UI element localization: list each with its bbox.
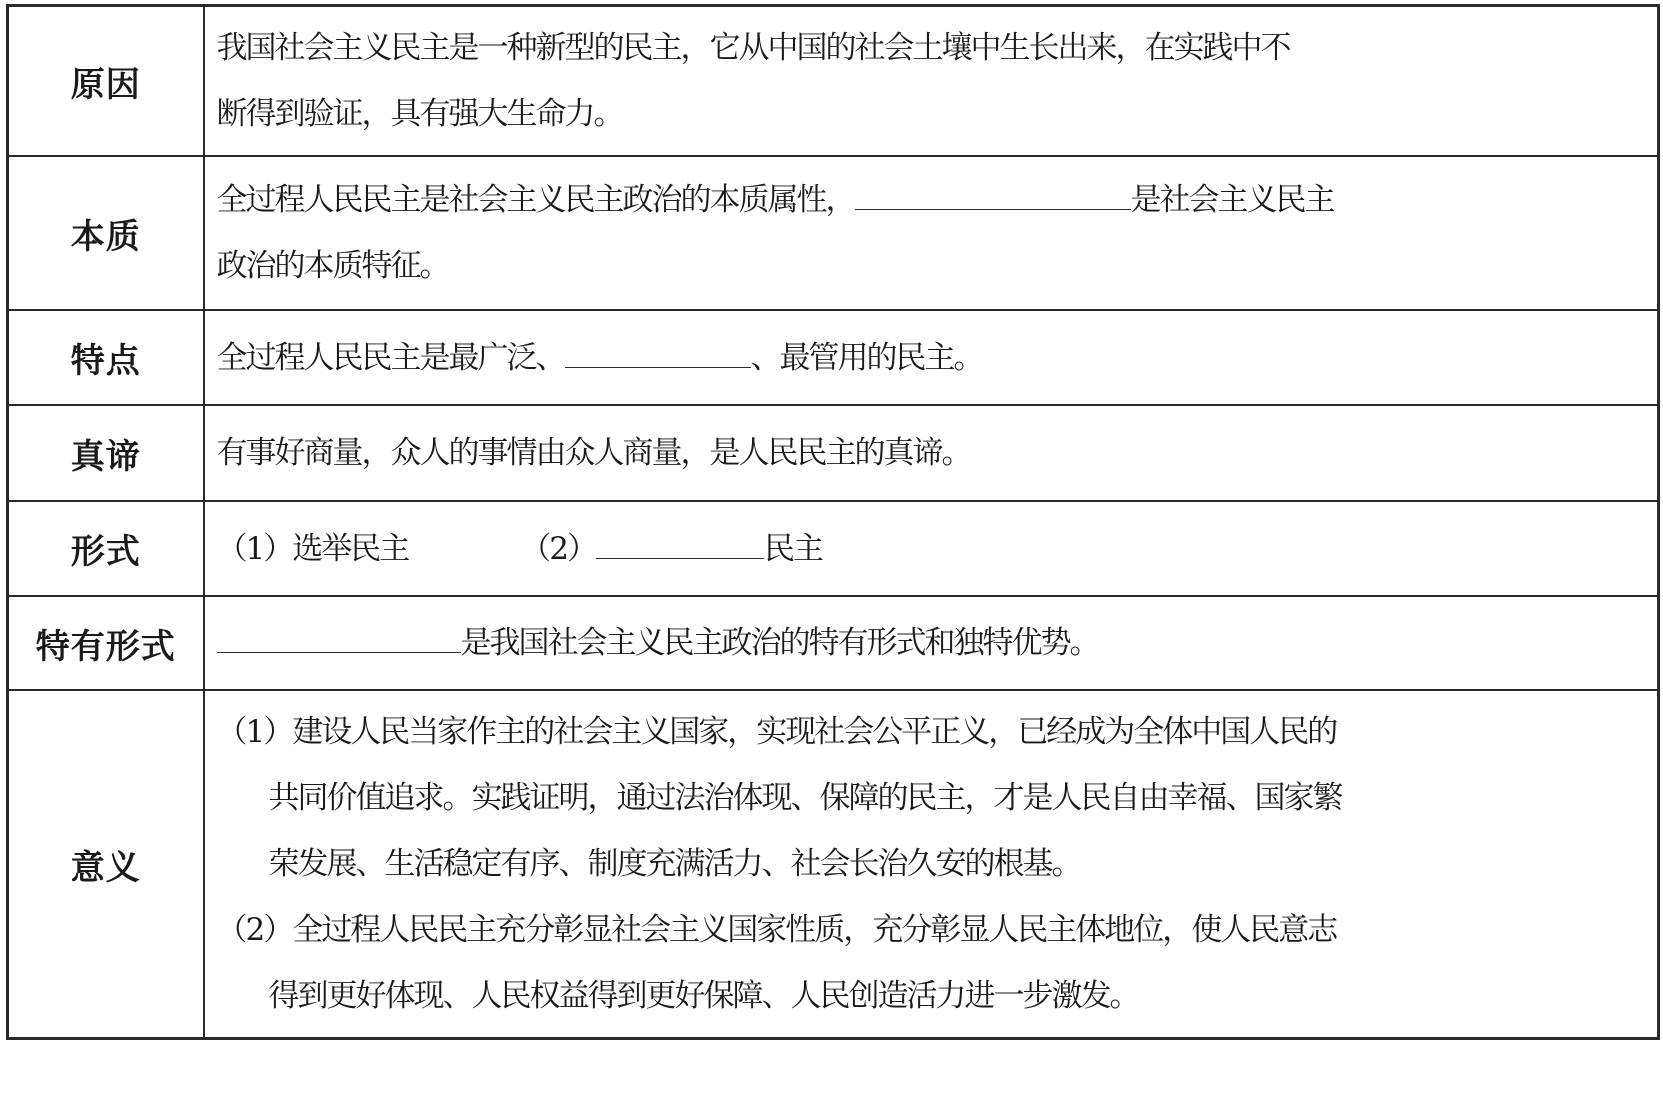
feature-text-after-blank: 、最管用的民主。 — [750, 339, 983, 376]
row-label-reason: 原因 — [8, 6, 204, 157]
row-content-special-form — [204, 596, 1659, 690]
essence-text-before-blank: 全过程人民民主是社会主义民主政治的本质属性， — [216, 182, 855, 218]
special-form-line — [217, 610, 1648, 676]
row-label-truth: 真谛 — [8, 405, 204, 501]
significance-line-1: （1）建设人民当家作主的社会主义国家，实现社会公平正义，已经成为全体中国人民的 — [216, 714, 1337, 750]
row-content-essence — [204, 156, 1659, 310]
row-content-form — [204, 501, 1659, 596]
essence-line-1 — [217, 167, 1648, 233]
form-fill-in-blank — [596, 557, 764, 559]
feature-fill-in-blank — [565, 366, 751, 368]
feature-text-before-blank: 全过程人民民主是最广泛、 — [216, 339, 565, 376]
truth-line: 有事好商量，众人的事情由众人商量，是人民民主的真谛。 — [216, 435, 971, 471]
significance-line-3: 荣发展、生活稳定有序、制度充满活力、社会长治久安的根基。 — [268, 846, 1081, 882]
reason-line-2: 断得到验证，具有强大生命力。 — [216, 96, 623, 132]
row-content-feature — [204, 310, 1659, 405]
essence-text-after-blank: 是社会主义民主 — [1130, 182, 1334, 218]
table-row-form — [8, 501, 1659, 596]
form-item-1: （1）选举民主 — [216, 530, 409, 567]
table-row-essence — [8, 156, 1659, 310]
form-line — [217, 516, 1648, 582]
form-item-2-prefix: （2） — [520, 530, 596, 567]
table-row-special-form — [8, 596, 1659, 690]
row-label-significance: 意义 — [8, 690, 204, 1039]
democracy-summary-table — [6, 4, 1660, 1040]
essence-line-2: 政治的本质特征。 — [216, 248, 449, 284]
significance-line-4: （2）全过程人民民主充分彰显社会主义国家性质，充分彰显人民主体地位，使人民意志 — [216, 912, 1337, 948]
table-row-truth — [8, 405, 1659, 501]
significance-line-2: 共同价值追求。实践证明，通过法治体现、保障的民主，才是人民自由幸福、国家繁 — [268, 780, 1342, 816]
row-label-feature: 特点 — [8, 310, 204, 405]
row-label-essence: 本质 — [8, 156, 204, 310]
special-form-text-after-blank: 是我国社会主义民主政治的特有形式和独特优势。 — [460, 625, 1099, 661]
row-content-truth — [204, 405, 1659, 501]
essence-fill-in-blank — [855, 208, 1131, 210]
significance-line-5: 得到更好体现、人民权益得到更好保障、人民创造活力进一步激发。 — [268, 978, 1139, 1014]
table-row-reason — [8, 6, 1659, 157]
special-form-fill-in-blank — [217, 651, 461, 653]
table-row-feature — [8, 310, 1659, 405]
table-row-significance — [8, 690, 1659, 1039]
row-content-reason — [204, 6, 1659, 157]
feature-line — [217, 325, 1648, 391]
reason-line-1: 我国社会主义民主是一种新型的民主，它从中国的社会土壤中生长出来，在实践中不 — [216, 30, 1290, 66]
row-label-form: 形式 — [8, 501, 204, 596]
form-item-2-suffix: 民主 — [763, 530, 822, 567]
row-label-special-form: 特有形式 — [8, 596, 204, 690]
row-content-significance — [204, 690, 1659, 1039]
